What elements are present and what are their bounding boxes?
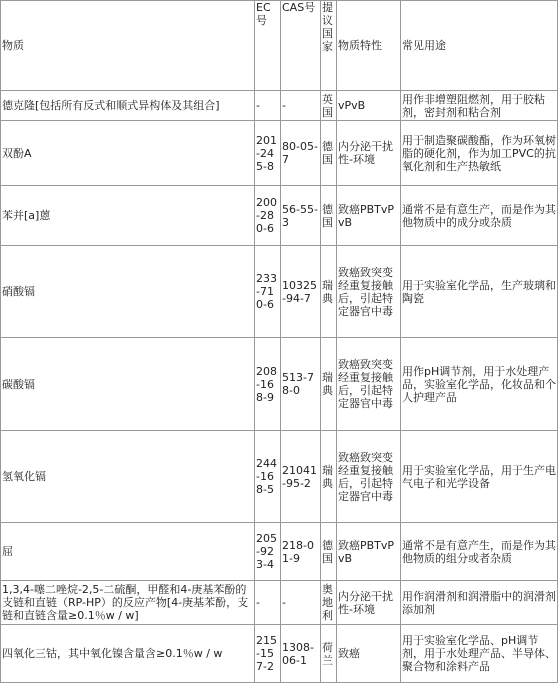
cell-cas: 80-05-7 [281, 121, 321, 186]
table-row [1, 338, 558, 431]
header-country: 提议国家 [321, 1, 337, 91]
cell-substance: 双酚A [1, 121, 255, 186]
cell-property: 致癌致突变经重复接触后，引起特定器官中毒 [337, 338, 401, 431]
cell-property: 致癌 [337, 625, 401, 683]
cell-cas: - [281, 91, 321, 121]
cell-substance: 硝酸镉 [1, 246, 255, 338]
cell-use: 用作润滑剂和润滑脂中的润滑剂添加剂 [401, 581, 558, 625]
table-row [1, 625, 558, 683]
cell-cas: 21041-95-2 [281, 431, 321, 523]
table-row [1, 431, 558, 523]
cell-property: 内分泌干扰性-环境 [337, 581, 401, 625]
cell-ec: - [255, 91, 281, 121]
cell-use: 用作pH调节剂，用于水处理产品，实验室化学品，化妆品和个人护理产品 [401, 338, 558, 431]
cell-ec: 208-168-9 [255, 338, 281, 431]
cell-ec: 201-245-8 [255, 121, 281, 186]
table-row [1, 121, 558, 186]
cell-country: 荷兰 [321, 625, 337, 683]
cell-cas: 513-78-0 [281, 338, 321, 431]
cell-cas: 10325-94-7 [281, 246, 321, 338]
cell-property: 致癌PBTvPvB [337, 186, 401, 246]
header-ec: EC号 [255, 1, 281, 91]
cell-cas: 56-55-3 [281, 186, 321, 246]
header-row [1, 1, 558, 91]
cell-use: 用于制造聚碳酸酯，作为环氧树脂的硬化剂，作为加工PVC的抗氧化剂和生产热敏纸 [401, 121, 558, 186]
cell-cas: 1308-06-1 [281, 625, 321, 683]
cell-ec: 233-710-6 [255, 246, 281, 338]
cell-ec: 244-168-5 [255, 431, 281, 523]
cell-ec: 205-923-4 [255, 523, 281, 581]
cell-use: 通常不是有意产生，而是作为其他物质的组分或者杂质 [401, 523, 558, 581]
table-row [1, 246, 558, 338]
cell-use: 用于实验室化学品，生产玻璃和陶瓷 [401, 246, 558, 338]
cell-property: 致癌致突变经重复接触后，引起特定器官中毒 [337, 431, 401, 523]
cell-country: 瑞典 [321, 246, 337, 338]
cell-country: 英国 [321, 91, 337, 121]
cell-ec: 200-280-6 [255, 186, 281, 246]
cell-use: 用于实验室化学品，用于生产电气电子和光学设备 [401, 431, 558, 523]
cell-country: 德国 [321, 121, 337, 186]
cell-property: 致癌PBTvPvB [337, 523, 401, 581]
cell-country: 德国 [321, 186, 337, 246]
cell-cas: 218-01-9 [281, 523, 321, 581]
cell-use: 用于实验室化学品、pH调节剂，用于水处理产品、半导体、聚合物和涂料产品 [401, 625, 558, 683]
header-substance: 物质 [1, 1, 255, 91]
cell-substance: 德克隆[包括所有反式和顺式异构体及其组合] [1, 91, 255, 121]
cell-property: vPvB [337, 91, 401, 121]
header-property: 物质特性 [337, 1, 401, 91]
cell-property: 致癌致突变经重复接触后，引起特定器官中毒 [337, 246, 401, 338]
cell-substance: 四氧化三钴，其中氧化镍含量含≥0.1％w / w [1, 625, 255, 683]
cell-use: 用作非增塑阻燃剂，用于胶粘剂，密封剂和粘合剂 [401, 91, 558, 121]
cell-ec: 215-157-2 [255, 625, 281, 683]
cell-substance: 碳酸镉 [1, 338, 255, 431]
cell-cas: - [281, 581, 321, 625]
cell-country: 瑞典 [321, 431, 337, 523]
cell-country: 瑞典 [321, 338, 337, 431]
cell-country: 奥地利 [321, 581, 337, 625]
table-row [1, 581, 558, 625]
cell-substance: 屈 [1, 523, 255, 581]
cell-substance: 1,3,4-噻二唑烷-2,5-二硫酮，甲醛和4-庚基苯酚的支链和直链（RP-HP）的反应产物[4-庚基苯酚，支链和直链含量≥0.1％w / w] [1, 581, 255, 625]
cell-substance: 苯并[a]蒽 [1, 186, 255, 246]
cell-ec: - [255, 581, 281, 625]
table-row [1, 91, 558, 121]
cell-substance: 氢氧化镉 [1, 431, 255, 523]
cell-property: 内分泌干扰性-环境 [337, 121, 401, 186]
table-row [1, 186, 558, 246]
cell-country: 德国 [321, 523, 337, 581]
header-cas: CAS号 [281, 1, 321, 91]
header-use: 常见用途 [401, 1, 558, 91]
cell-use: 通常不是有意生产，而是作为其他物质中的成分或杂质 [401, 186, 558, 246]
table-row [1, 523, 558, 581]
